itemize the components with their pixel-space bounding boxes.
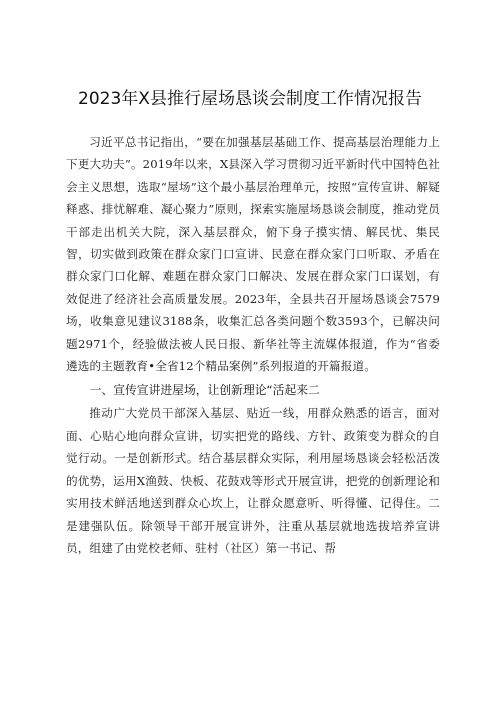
document-body: [66, 131, 440, 559]
section-paragraph: 推动广大党员干部深入基层、贴近一线，用群众熟悉的语言，面对面、心贴心地向群众宣讲，切实把党的路线、方针、政策变为群众的自觉行动。一是创新形式。结合基层群众实际，利用屋场恳谈会轻松活泼的优势，运用X渔鼓、快板、花鼓戏等形式开展宣讲，把党的创新理论和实用技术鲜活地送到群众心坎上，让群众愿意听、听得懂、记得住。二是建强队伍。除领导干部开展宣讲外，注重从基层就地选拔培养宣讲员，组建了由党校老师、驻村（社区）第一书记、帮: [66, 406, 440, 555]
section-heading: 一、宣传宣讲进屋场，让创新理论“活起来二: [89, 383, 320, 398]
document-title: 2023年X县推行屋场恳谈会制度工作情况报告: [78, 89, 422, 109]
intro-paragraph: 习近平总书记指出，“要在加强基层基础工作、提高基层治理能力上下更大功夫”。2019年以来，X县深入学习贯彻习近平新时代中国特色社会主义思想，选取“屋场”这个最小基层治理单元，按照“宣传宣讲、解疑释惑、排忧解难、凝心聚力”原则，探索实施屋场恳谈会制度，推动党员干部走出机关大院，深入基层群众，俯下身子摸实情、解民忧、集民智，切实做到政策在群众家门口宣讲、民意在群众家门口听取、矛盾在群众家门口化解、难题在群众家门口解决、发展在群众家门口谋划，有效促进了经济社会高质量发展。2023年，全县共召开屋场恳谈会7579场，收集意见建议3188条，收集汇总各类问题个数3593个，已解决问题2971个，经验做法被人民日报、新华社等主流媒体报道，作为“省委遴选的主题教育•全省12个精品案例”系列报道的开篇报道。: [66, 135, 440, 374]
